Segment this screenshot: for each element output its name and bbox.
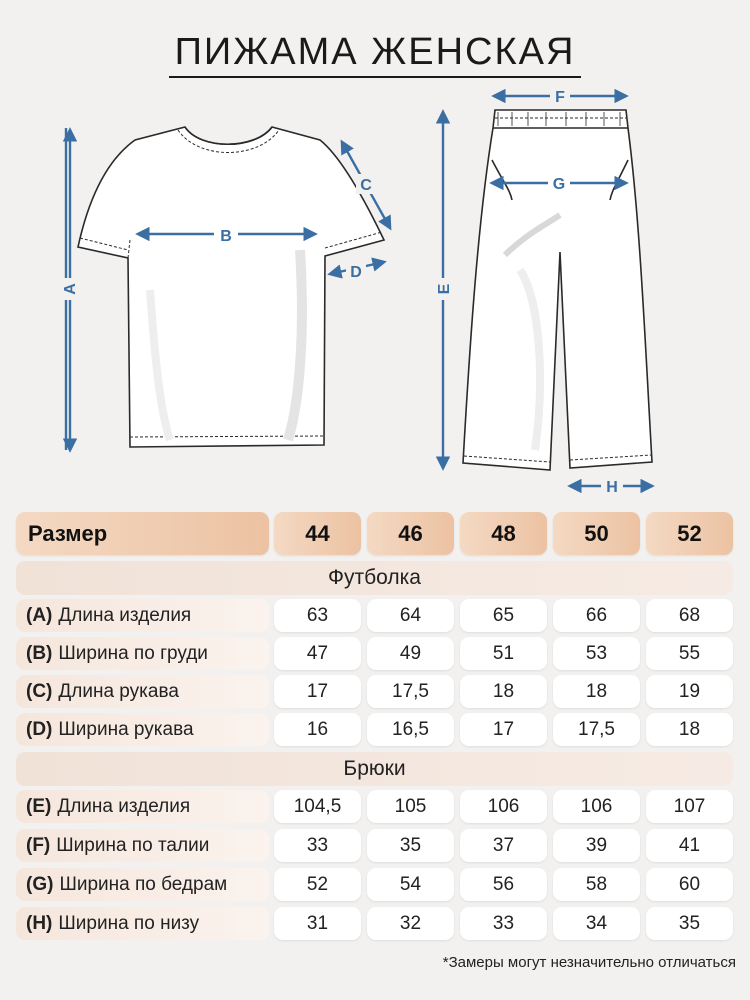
value-cell: 66 <box>553 599 640 632</box>
value-cell: 47 <box>274 637 361 670</box>
value-cell: 34 <box>553 907 640 940</box>
value-cell: 16 <box>274 713 361 746</box>
value-cell: 56 <box>460 868 547 901</box>
value-cell: 17 <box>274 675 361 708</box>
label-e: E <box>436 283 453 295</box>
size-header-label: Размер <box>16 512 269 555</box>
value-cell: 55 <box>646 637 733 670</box>
footnote: *Замеры могут незначительно отличаться <box>442 954 736 971</box>
section-title-tshirt: Футболка <box>16 561 733 595</box>
row-code: (C) <box>26 680 53 702</box>
garment-diagram <box>0 80 750 500</box>
value-cell: 49 <box>367 637 454 670</box>
size-header-46: 46 <box>367 512 454 555</box>
row-name: Длина изделия <box>58 604 192 626</box>
row-code: (G) <box>26 873 54 895</box>
row-name: Ширина по талии <box>56 834 210 856</box>
label-b: B <box>220 228 232 245</box>
value-cell: 37 <box>460 829 547 862</box>
value-cell: 18 <box>553 675 640 708</box>
value-cell: 17 <box>460 713 547 746</box>
tshirt-drawing <box>78 127 384 447</box>
value-cell: 64 <box>367 599 454 632</box>
value-cell: 33 <box>274 829 361 862</box>
size-header-50: 50 <box>553 512 640 555</box>
value-cell: 41 <box>646 829 733 862</box>
value-cell: 65 <box>460 599 547 632</box>
value-cell: 106 <box>460 790 547 823</box>
trousers-drawing <box>463 110 652 470</box>
row-label <box>16 790 269 823</box>
value-cell: 35 <box>646 907 733 940</box>
row-name: Ширина рукава <box>58 718 194 740</box>
value-cell: 19 <box>646 675 733 708</box>
row-code: (D) <box>26 718 53 740</box>
value-cell: 63 <box>274 599 361 632</box>
size-header-44: 44 <box>274 512 361 555</box>
row-code: (F) <box>26 834 51 856</box>
size-header-52: 52 <box>646 512 733 555</box>
row-label <box>16 713 269 746</box>
row-label <box>16 829 269 862</box>
row-code: (B) <box>26 642 53 664</box>
value-cell: 18 <box>646 713 733 746</box>
value-cell: 16,5 <box>367 713 454 746</box>
row-label <box>16 907 269 940</box>
value-cell: 54 <box>367 868 454 901</box>
row-name: Ширина по низу <box>58 912 200 934</box>
value-cell: 31 <box>274 907 361 940</box>
row-name: Длина изделия <box>57 795 191 817</box>
value-cell: 35 <box>367 829 454 862</box>
value-cell: 53 <box>553 637 640 670</box>
label-g: G <box>552 176 566 193</box>
value-cell: 17,5 <box>367 675 454 708</box>
label-a: A <box>62 283 79 295</box>
row-label <box>16 599 269 632</box>
row-label <box>16 637 269 670</box>
page-title: ПИЖАМА ЖЕНСКАЯ <box>169 32 582 78</box>
value-cell: 106 <box>553 790 640 823</box>
label-f: F <box>555 89 565 106</box>
value-cell: 51 <box>460 637 547 670</box>
row-code: (E) <box>26 795 52 817</box>
value-cell: 18 <box>460 675 547 708</box>
value-cell: 33 <box>460 907 547 940</box>
value-cell: 104,5 <box>274 790 361 823</box>
value-cell: 105 <box>367 790 454 823</box>
value-cell: 17,5 <box>553 713 640 746</box>
row-name: Ширина по груди <box>58 642 208 664</box>
row-name: Ширина по бедрам <box>59 873 228 895</box>
section-title-trousers: Брюки <box>16 752 733 786</box>
row-name: Длина рукава <box>58 680 179 702</box>
label-h: H <box>606 479 618 496</box>
value-cell: 60 <box>646 868 733 901</box>
label-c: C <box>360 177 372 194</box>
value-cell: 32 <box>367 907 454 940</box>
row-code: (H) <box>26 912 53 934</box>
value-cell: 107 <box>646 790 733 823</box>
page-title-wrap <box>0 32 750 78</box>
size-header-48: 48 <box>460 512 547 555</box>
row-label <box>16 868 269 901</box>
row-code: (A) <box>26 604 53 626</box>
value-cell: 58 <box>553 868 640 901</box>
label-d: D <box>350 264 362 281</box>
value-cell: 68 <box>646 599 733 632</box>
value-cell: 39 <box>553 829 640 862</box>
row-label <box>16 675 269 708</box>
value-cell: 52 <box>274 868 361 901</box>
